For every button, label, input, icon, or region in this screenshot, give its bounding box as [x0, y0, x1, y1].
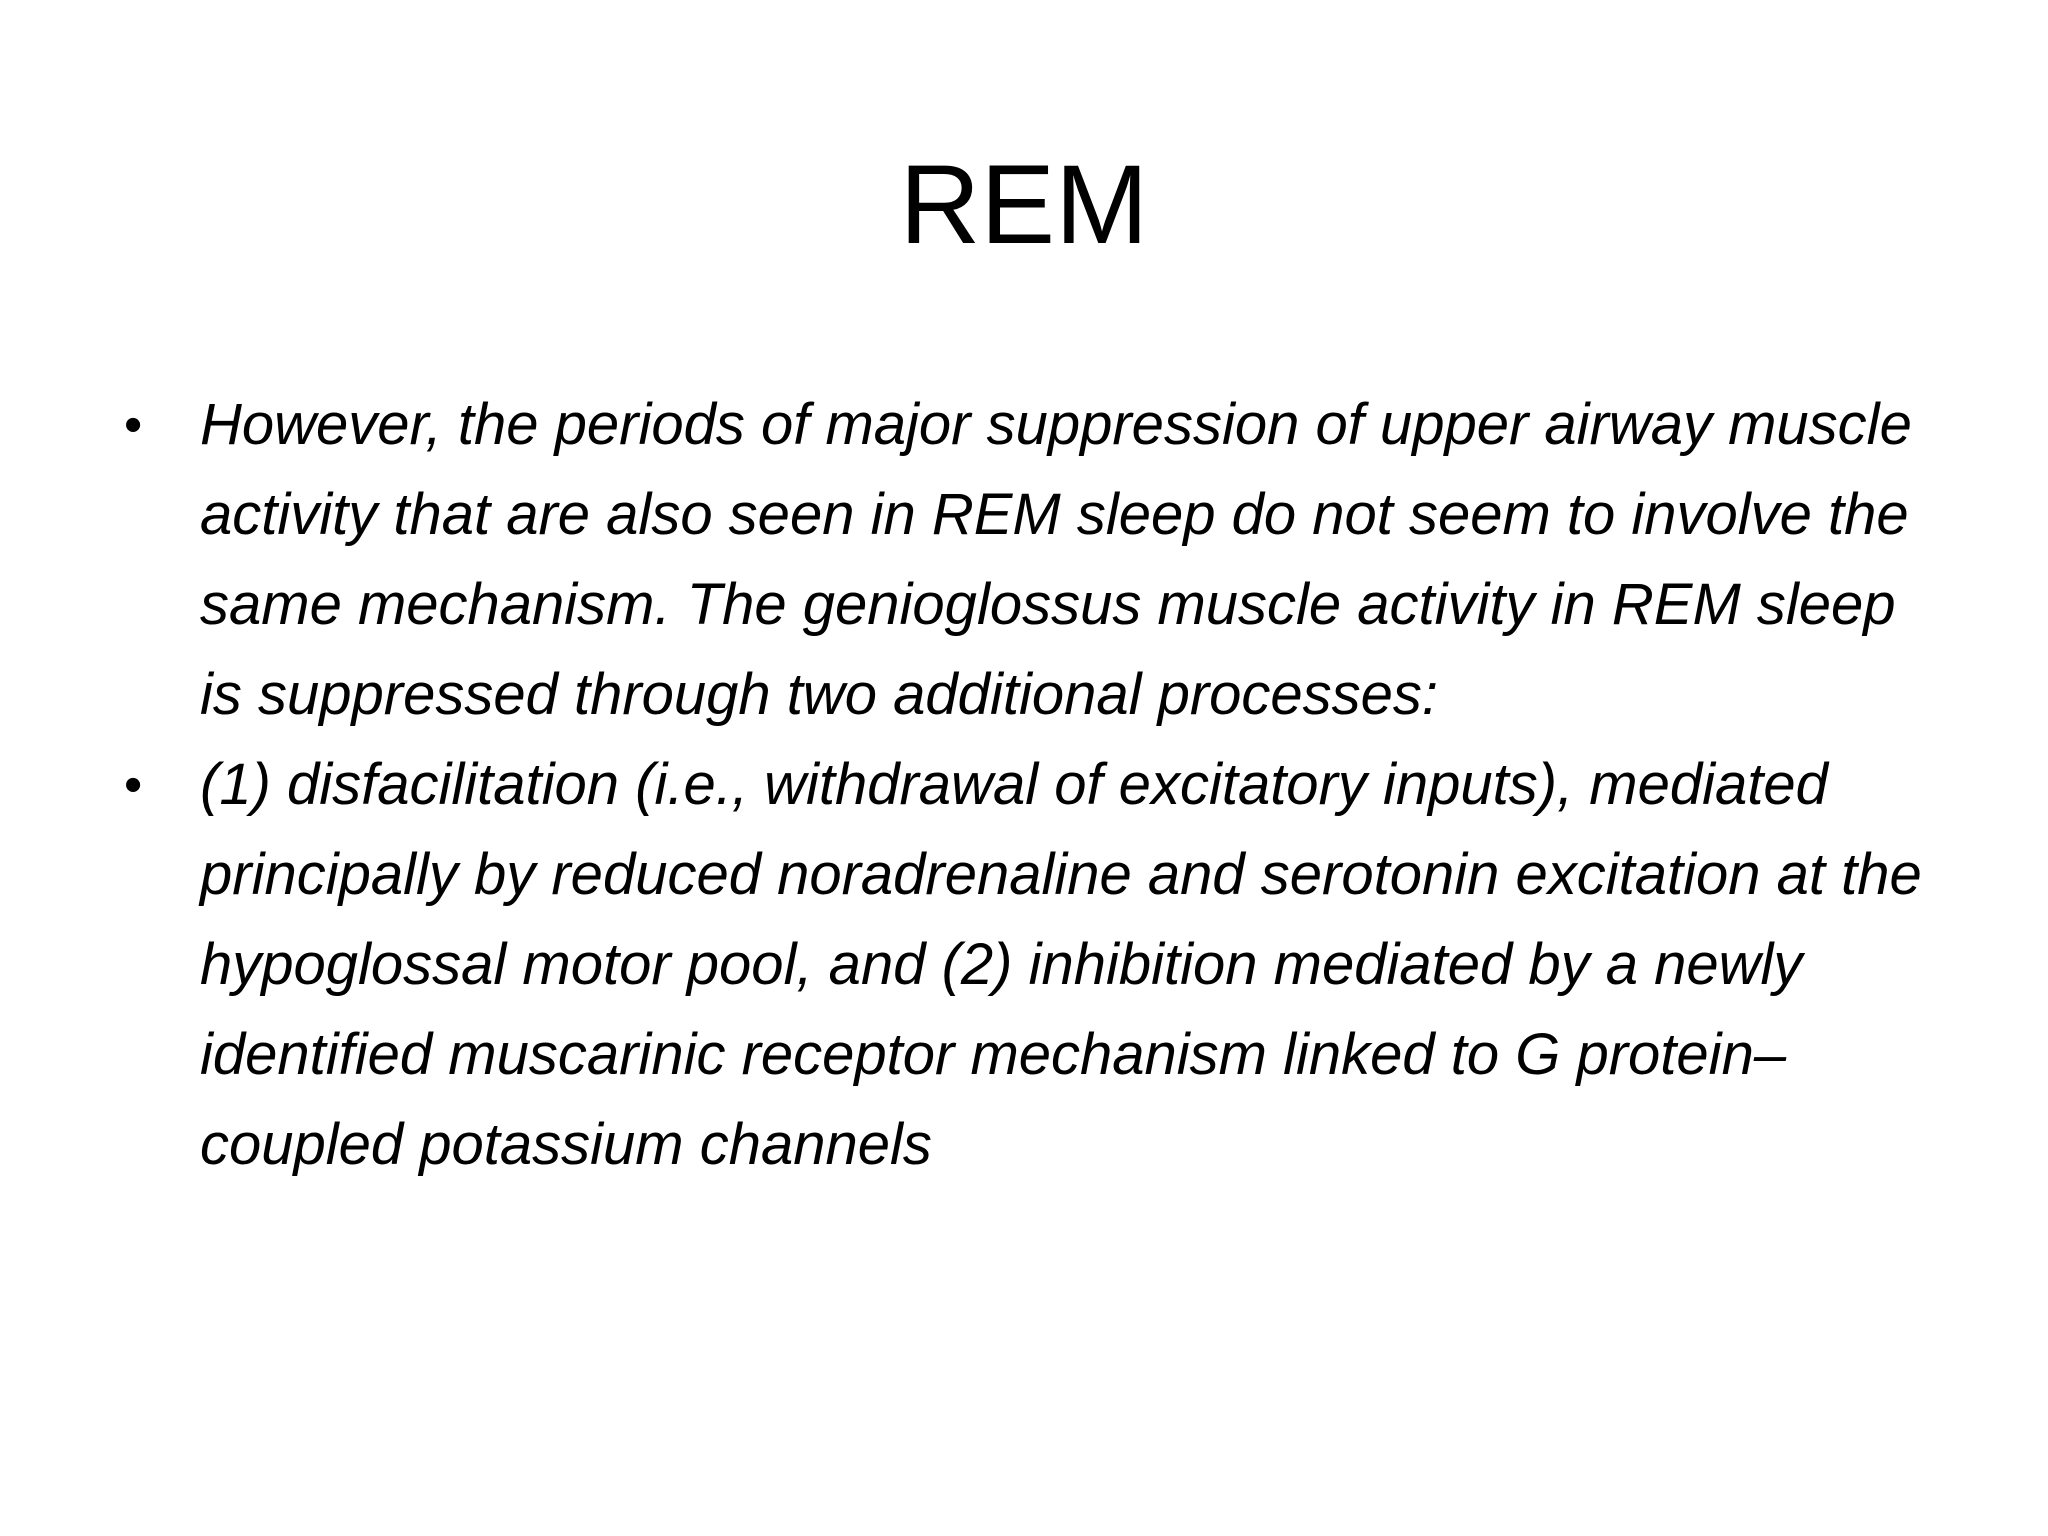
bullet-icon: •	[124, 756, 143, 814]
bullet-item	[120, 380, 1940, 740]
bullet-list	[120, 380, 1940, 1190]
bullet-icon: •	[124, 396, 143, 454]
bullet-text: However, the periods of major suppression of upper airway muscle activity that are also seen in REM sleep do not seem to involve the same mechanism. The genioglossus muscle activity in REM sleep is suppressed through two additional processes:	[200, 392, 1912, 727]
slide-title: REM	[899, 142, 1149, 267]
bullet-text: (1) disfacilitation (i.e., withdrawal of excitatory inputs), mediated principally by reduced noradrenaline and serotonin excitation at the hypoglossal motor pool, and (2) inhibition mediated by a newly identified muscarinic receptor mechanism linked to G protein–coupled potassium channels	[200, 752, 1922, 1177]
bullet-item	[120, 740, 1940, 1190]
